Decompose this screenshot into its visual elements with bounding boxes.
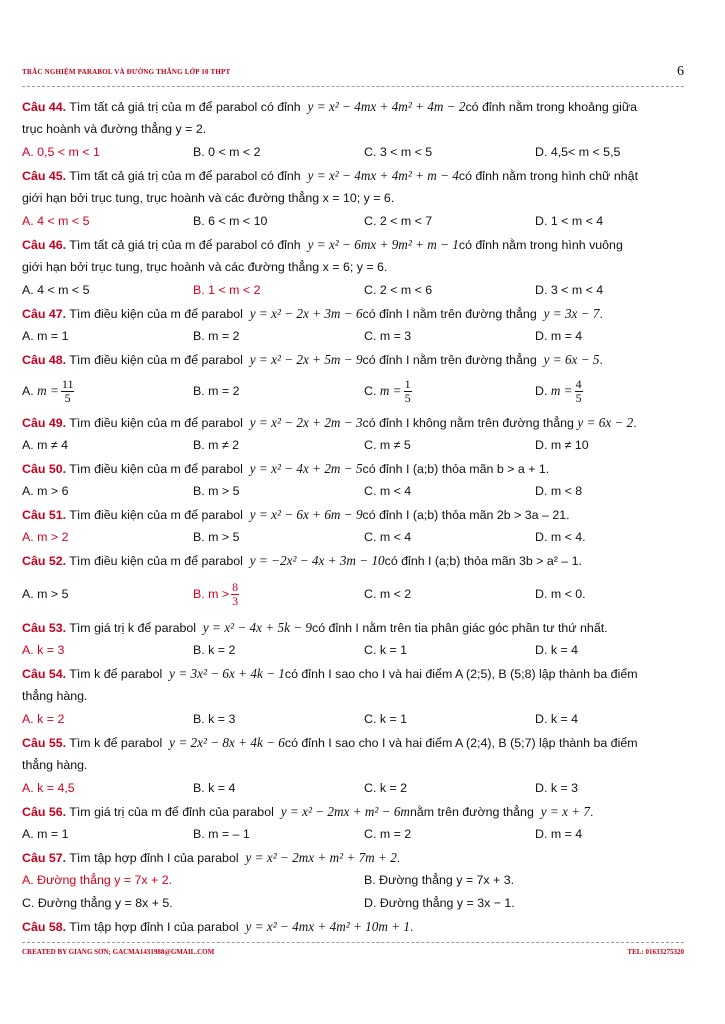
question-number: Câu 46. (22, 238, 67, 252)
option-a[interactable]: A. 0,5 < m < 1 (22, 145, 100, 159)
option-b[interactable]: B. m = 2 (193, 329, 240, 343)
options-56 (22, 823, 684, 846)
parabol-equation: y = x² − 2mx + m² − 6m (280, 804, 410, 819)
options-57-row2 (22, 892, 684, 915)
options-44 (22, 141, 684, 164)
question-46-cont: giới hạn bởi trục tung, trục hoành và các đường thẳng x = 6; y = 6. (22, 260, 388, 274)
question-text-cont: có đỉnh I (a;b) thỏa mãn b > a + 1. (362, 462, 550, 476)
option-b[interactable]: B. Đường thẳng y = 7x + 3. (364, 873, 515, 887)
question-text-cont: có đỉnh I (a;b) thỏa mãn 3b > a² – 1. (384, 554, 582, 568)
option-b[interactable]: B. m > 5 (193, 530, 240, 544)
option-d[interactable]: D. k = 4 (535, 712, 579, 726)
options-51 (22, 526, 684, 549)
question-number: Câu 49. (22, 416, 67, 430)
question-number: Câu 56. (22, 805, 67, 819)
line-equation: y = x + 7 (540, 804, 591, 819)
option-a[interactable]: A. m > 2 (22, 530, 69, 544)
options-45 (22, 210, 684, 233)
parabol-equation: y = x² − 4mx + 4m² + 4m − 2 (307, 99, 466, 114)
option-a[interactable]: A. 4 < m < 5 (22, 283, 90, 297)
question-number: Câu 50. (22, 462, 67, 476)
options-50 (22, 480, 684, 503)
question-text: Tìm giá trị k để parabol (66, 621, 197, 635)
options-46 (22, 279, 684, 302)
option-a[interactable]: A. k = 3 (22, 643, 65, 657)
option-b[interactable]: B. 6 < m < 10 (193, 214, 268, 228)
question-45 (22, 164, 684, 187)
question-text: Tìm tất cả giá trị của m để parabol có đỉnh (66, 169, 301, 183)
footer-phone: TEL: 01633275320 (627, 948, 684, 956)
page-header (22, 64, 684, 86)
option-d[interactable]: D. 1 < m < 4 (535, 214, 604, 228)
option-c[interactable]: C. m < 4 (364, 484, 412, 498)
option-b[interactable]: B. m = – 1 (193, 827, 250, 841)
question-number: Câu 57. (22, 851, 67, 865)
question-text: Tìm tập hợp đỉnh I của parabol (66, 851, 239, 865)
question-text: Tìm tất cả giá trị của m để parabol có đỉnh (66, 100, 301, 114)
option-c[interactable]: C. m = $\frac{1}{5}$ (364, 377, 411, 406)
question-text: Tìm điều kiện của m để parabol (66, 554, 243, 568)
fraction: $\frac{1}{5}$ (404, 377, 411, 406)
option-b[interactable]: B. 1 < m < 2 (193, 283, 261, 297)
option-c[interactable]: C. 3 < m < 5 (364, 145, 433, 159)
option-a[interactable]: A. m > 5 (22, 587, 69, 601)
line-equation: y = 3x − 7 (543, 306, 600, 321)
question-text: Tìm điều kiện của m để parabol (66, 462, 243, 476)
question-number: Câu 45. (22, 169, 67, 183)
options-52 (22, 572, 684, 616)
option-c[interactable]: C. m < 2 (364, 587, 412, 601)
parabol-equation: y = x² − 4x + 2m − 5 (249, 461, 363, 476)
option-d[interactable]: D. m = 4 (535, 827, 583, 841)
question-text-cont: có đỉnh I nằm trên đường thẳng (362, 307, 537, 321)
option-a[interactable]: A. m = 1 (22, 329, 69, 343)
question-54-cont: thẳng hàng. (22, 689, 88, 703)
question-text-cont: có đỉnh I (a;b) thỏa mãn 2b > 3a – 21. (362, 508, 570, 522)
option-c[interactable]: C. m = 3 (364, 329, 412, 343)
option-a[interactable]: A. m > 6 (22, 484, 69, 498)
question-text: Tìm k để parabol (66, 736, 163, 750)
option-d[interactable]: D. 3 < m < 4 (535, 283, 604, 297)
option-d[interactable]: D. m = $\frac{4}{5}$ (535, 377, 582, 406)
question-text-cont: nằm trên đường thẳng (409, 805, 534, 819)
parabol-equation: y = −2x² − 4x + 3m − 10 (249, 553, 385, 568)
question-number: Câu 51. (22, 508, 67, 522)
question-55-cont: thẳng hàng. (22, 758, 88, 772)
page-number: 6 (677, 64, 684, 79)
question-55 (22, 731, 684, 754)
question-57: Câu 57. Tìm tập hợp đỉnh I của parabol y = x² − 2mx + m² + 7m + 2. (22, 850, 401, 865)
question-text-cont: có đỉnh nằm trong hình chữ nhật (458, 169, 639, 183)
option-d[interactable]: D. m < 8 (535, 484, 583, 498)
question-number: Câu 52. (22, 554, 67, 568)
option-b[interactable]: B. m = 2 (193, 384, 240, 398)
question-text-cont: có đỉnh I sao cho I và hai điểm A (2;4), B (5;7) lập thành ba điểm (284, 736, 638, 750)
question-text: Tìm điều kiện của m để parabol (66, 307, 243, 321)
option-d[interactable]: D. m < 4. (535, 530, 586, 544)
options-49 (22, 434, 684, 457)
question-49: Câu 49. Tìm điều kiện của m để parabol y = x² − 2x + 2m − 3có đỉnh I không nằm trên đường thẳng y = 6x − 2. (22, 415, 637, 430)
question-52 (22, 549, 684, 572)
question-51 (22, 503, 684, 526)
option-b[interactable]: B. k = 3 (193, 712, 236, 726)
option-a[interactable]: A. m = $\frac{11}{5}$ (22, 377, 74, 406)
question-text: Tìm k để parabol (66, 667, 163, 681)
options-47 (22, 325, 684, 348)
option-d[interactable]: D. 4,5< m < 5,5 (535, 145, 621, 159)
parabol-equation: y = x² − 6x + 6m − 9 (249, 507, 363, 522)
option-c[interactable]: C. m < 4 (364, 530, 412, 544)
question-list (22, 95, 684, 938)
option-b[interactable]: B. k = 2 (193, 643, 236, 657)
question-text: Tìm tập hợp đỉnh I của parabol (66, 920, 239, 934)
line-equation: y = 6x − 5 (543, 352, 600, 367)
question-text-cont: có đỉnh I nằm trên tia phân giác góc phần tư thứ nhất. (312, 621, 608, 635)
parabol-equation: y = x² − 2x + 5m − 9 (249, 352, 363, 367)
parabol-equation: y = 3x² − 6x + 4k − 1 (169, 666, 285, 681)
question-number: Câu 53. (22, 621, 67, 635)
footer-author: CREATED BY GIANG SƠN; GACMA1431988@GMAIL.COM (22, 948, 215, 956)
option-b[interactable]: B. m > 5 (193, 484, 240, 498)
question-number: Câu 54. (22, 667, 67, 681)
options-48 (22, 371, 684, 411)
option-c[interactable]: C. k = 2 (364, 781, 408, 795)
line-equation: y = 6x − 2 (577, 415, 634, 430)
question-text: Tìm điều kiện của m để parabol (66, 508, 243, 522)
fraction: $\frac{4}{5}$ (575, 377, 582, 406)
header-title: TRẮC NGHIỆM PARABOL VÀ ĐƯỜNG THẲNG LỚP 10 THPT (22, 68, 231, 76)
option-a[interactable]: A. m = 1 (22, 827, 69, 841)
option-d[interactable]: D. m < 0. (535, 587, 586, 601)
question-53 (22, 616, 684, 639)
parabol-equation: y = 2x² − 8x + 4k − 6 (169, 735, 285, 750)
question-text: Tìm điều kiện của m để parabol (66, 353, 243, 367)
fraction: $\frac{8}{3}$ (232, 580, 239, 609)
question-46 (22, 233, 684, 256)
question-text: Tìm tất cả giá trị của m để parabol có đỉnh (66, 238, 301, 252)
parabol-equation: y = x² − 2mx + m² + 7m + 2 (245, 850, 397, 865)
options-53 (22, 639, 684, 662)
question-45-cont: giới hạn bởi trục tung, trục hoành và các đường thẳng x = 10; y = 6. (22, 191, 395, 205)
option-c[interactable]: C. Đường thẳng y = 8x + 5. (22, 896, 173, 910)
header-divider (22, 86, 684, 87)
question-56: Câu 56. Tìm giá trị của m để đỉnh của parabol y = x² − 2mx + m² − 6mnằm trên đường thẳng y = x + 7. (22, 804, 594, 819)
parabol-equation: y = x² − 4mx + 4m² + 10m + 1 (245, 919, 410, 934)
question-44-cont: trục hoành và đường thẳng y = 2. (22, 122, 207, 136)
question-48: Câu 48. Tìm điều kiện của m để parabol y = x² − 2x + 5m − 9có đỉnh I nằm trên đường thẳng y = 6x − 5. (22, 352, 603, 367)
option-c[interactable]: C. m ≠ 5 (364, 438, 411, 452)
option-c[interactable]: C. 2 < m < 6 (364, 283, 433, 297)
question-text-cont: có đỉnh I sao cho I và hai điểm A (2;5), B (5;8) lập thành ba điểm (284, 667, 638, 681)
question-number: Câu 55. (22, 736, 67, 750)
parabol-equation: y = x² − 2x + 2m − 3 (249, 415, 363, 430)
question-number: Câu 47. (22, 307, 67, 321)
question-text-cont: có đỉnh I nằm trên đường thẳng (362, 353, 537, 367)
option-c[interactable]: C. k = 1 (364, 712, 408, 726)
parabol-equation: y = x² − 2x + 3m − 6 (249, 306, 363, 321)
options-55 (22, 777, 684, 800)
option-d[interactable]: D. k = 4 (535, 643, 579, 657)
option-b[interactable]: B. m ≠ 2 (193, 438, 240, 452)
options-57-row1 (22, 869, 684, 892)
option-c[interactable]: C. k = 1 (364, 643, 408, 657)
option-b[interactable]: B. k = 4 (193, 781, 236, 795)
question-44 (22, 95, 684, 118)
option-a[interactable]: A. k = 2 (22, 712, 65, 726)
option-b[interactable]: B. 0 < m < 2 (193, 145, 261, 159)
page-footer (22, 946, 684, 960)
option-b[interactable]: B. m > $\frac{8}{3}$ (193, 580, 239, 609)
question-text: Tìm điều kiện của m để parabol (66, 416, 243, 430)
option-a[interactable]: A. k = 4,5 (22, 781, 75, 795)
footer-divider (22, 942, 684, 943)
option-d[interactable]: D. m ≠ 10 (535, 438, 589, 452)
question-number: Câu 48. (22, 353, 67, 367)
question-text: Tìm giá trị của m để đỉnh của parabol (66, 805, 274, 819)
option-a[interactable]: A. Đường thẳng y = 7x + 2. (22, 873, 173, 887)
question-47: Câu 47. Tìm điều kiện của m để parabol y = x² − 2x + 3m − 6có đỉnh I nằm trên đường thẳng y = 3x − 7. (22, 306, 603, 321)
question-text-cont: có đỉnh nằm trong hình vuông (458, 238, 623, 252)
option-c[interactable]: C. 2 < m < 7 (364, 214, 433, 228)
fraction: $\frac{11}{5}$ (61, 377, 74, 406)
options-54 (22, 708, 684, 731)
question-text-cont: có đỉnh nằm trong khoảng giữa (465, 100, 638, 114)
question-number: Câu 44. (22, 100, 67, 114)
question-text-cont: có đỉnh I không nằm trên đường thẳng (362, 416, 574, 430)
option-a[interactable]: A. m ≠ 4 (22, 438, 69, 452)
parabol-equation: y = x² − 4x + 5k − 9 (202, 620, 313, 635)
option-a[interactable]: A. 4 < m < 5 (22, 214, 90, 228)
question-number: Câu 58. (22, 920, 67, 934)
option-d[interactable]: D. Đường thẳng y = 3x − 1. (364, 896, 515, 910)
option-c[interactable]: C. m = 2 (364, 827, 412, 841)
parabol-equation: y = x² − 6mx + 9m² + m − 1 (307, 237, 459, 252)
question-54 (22, 662, 684, 685)
option-d[interactable]: D. k = 3 (535, 781, 579, 795)
option-d[interactable]: D. m = 4 (535, 329, 583, 343)
question-58: Câu 58. Tìm tập hợp đỉnh I của parabol y = x² − 4mx + 4m² + 10m + 1. (22, 919, 414, 934)
parabol-equation: y = x² − 4mx + 4m² + m − 4 (307, 168, 459, 183)
question-50 (22, 457, 684, 480)
